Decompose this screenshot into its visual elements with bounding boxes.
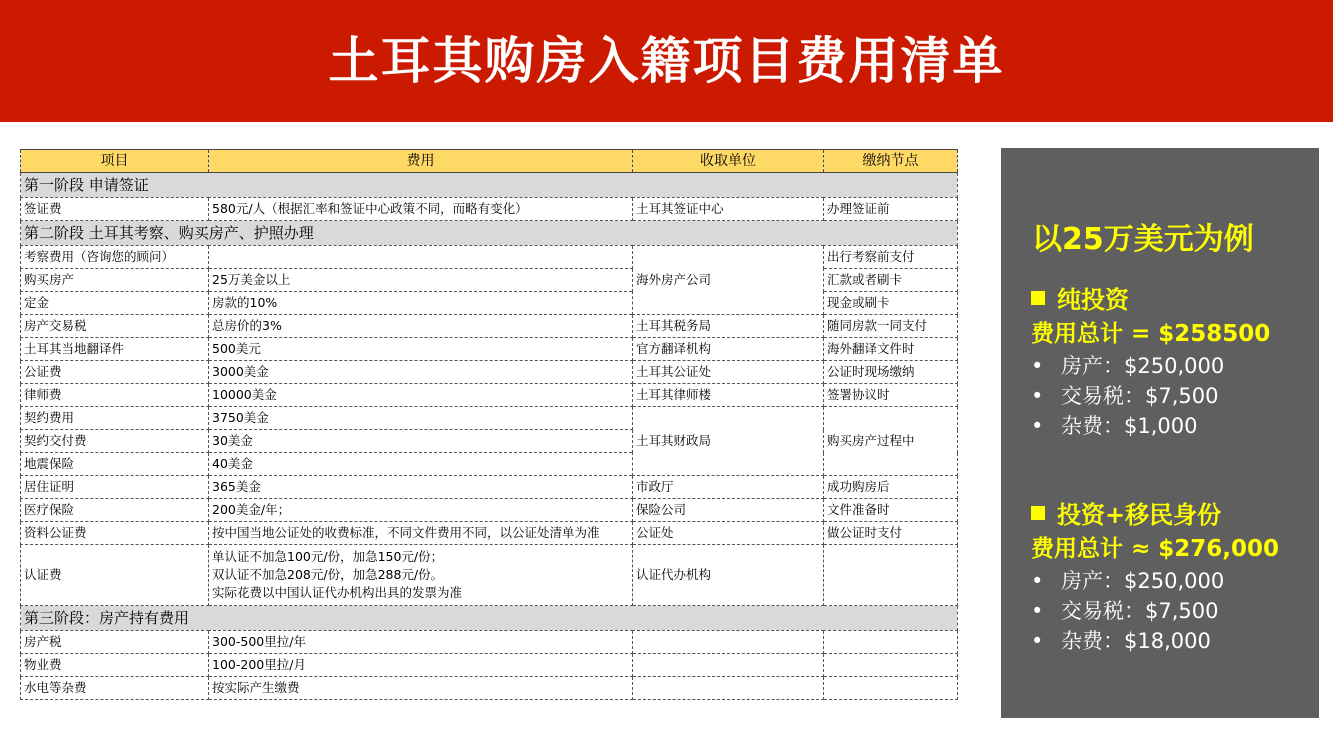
list-item-text: 交易税：$7,500 bbox=[1061, 384, 1219, 408]
cell-item: 契约交付费 bbox=[21, 430, 209, 453]
cell-fee: 200美金/年； bbox=[209, 499, 633, 522]
cell-item: 购买房产 bbox=[21, 269, 209, 292]
investment-immigration-block bbox=[1031, 498, 1279, 656]
cell-fee: 房款的10% bbox=[209, 292, 633, 315]
fee-line: 双认证不加急208元/份，加急288元/份。 bbox=[212, 567, 444, 582]
cell-node: 汇款或者刷卡 bbox=[824, 269, 958, 292]
cell-fee: 300-500里拉/年 bbox=[209, 631, 633, 654]
cell-node: 办理签证前 bbox=[824, 198, 958, 221]
cell-item: 物业费 bbox=[21, 654, 209, 677]
cell-item: 资料公证费 bbox=[21, 522, 209, 545]
cell-unit bbox=[633, 654, 824, 677]
cell-node: 出行考察前支付 bbox=[824, 246, 958, 269]
list-item bbox=[1031, 566, 1279, 596]
cell-unit: 认证代办机构 bbox=[633, 545, 824, 606]
cell-node: 现金或刷卡 bbox=[824, 292, 958, 315]
table-row bbox=[21, 545, 958, 606]
list-item-text: 交易税：$7,500 bbox=[1061, 599, 1219, 623]
cell-unit: 土耳其公证处 bbox=[633, 361, 824, 384]
bullet-icon: • bbox=[1031, 599, 1044, 623]
table-row bbox=[21, 677, 958, 700]
fee-line: 单认证不加急100元/份，加急150元/份； bbox=[212, 549, 444, 564]
square-bullet-icon bbox=[1031, 506, 1045, 520]
cell-fee: 总房价的3% bbox=[209, 315, 633, 338]
list-item bbox=[1031, 351, 1270, 381]
cell-unit: 官方翻译机构 bbox=[633, 338, 824, 361]
cell-item: 契约费用 bbox=[21, 407, 209, 430]
cell-node bbox=[824, 545, 958, 606]
cell-item: 地震保险 bbox=[21, 453, 209, 476]
cell-item: 考察费用（咨询您的顾问） bbox=[21, 246, 209, 269]
block-total: 费用总计 ≈ $276,000 bbox=[1031, 536, 1280, 562]
cell-fee: 40美金 bbox=[209, 453, 633, 476]
cell-unit: 土耳其律师楼 bbox=[633, 384, 824, 407]
cell-unit bbox=[633, 631, 824, 654]
stage-label: 第三阶段：房产持有费用 bbox=[21, 606, 958, 631]
list-item-text: 杂费：$18,000 bbox=[1061, 629, 1211, 653]
cell-node bbox=[824, 631, 958, 654]
cell-item: 医疗保险 bbox=[21, 499, 209, 522]
cell-item: 土耳其当地翻译件 bbox=[21, 338, 209, 361]
stage-row bbox=[21, 606, 958, 631]
cell-fee: 580元/人（根据汇率和签证中心政策不同，而略有变化） bbox=[209, 198, 633, 221]
col-header-item: 项目 bbox=[21, 150, 209, 173]
panel-heading: 以25万美元为例 bbox=[1032, 222, 1254, 257]
cell-node: 海外翻译文件时 bbox=[824, 338, 958, 361]
fee-line: 实际花费以中国认证代办机构出具的发票为准 bbox=[212, 585, 463, 600]
block-title bbox=[1031, 498, 1279, 532]
table-row bbox=[21, 499, 958, 522]
list-item-text: 杂费：$1,000 bbox=[1061, 414, 1198, 438]
bullet-icon: • bbox=[1031, 354, 1044, 378]
cell-item: 律师费 bbox=[21, 384, 209, 407]
pure-investment-block bbox=[1031, 283, 1270, 441]
list-item bbox=[1031, 411, 1270, 441]
list-item bbox=[1031, 381, 1270, 411]
block-total: 费用总计 = $258500 bbox=[1031, 321, 1271, 347]
bullet-icon: • bbox=[1031, 414, 1044, 438]
cell-unit: 海外房产公司 bbox=[633, 246, 824, 315]
list-item-text: 房产：$250,000 bbox=[1061, 354, 1225, 378]
cell-unit: 保险公司 bbox=[633, 499, 824, 522]
cell-unit: 市政厅 bbox=[633, 476, 824, 499]
list-item-text: 房产：$250,000 bbox=[1061, 569, 1225, 593]
cell-item: 公证费 bbox=[21, 361, 209, 384]
page-title: 土耳其购房入籍项目费用清单 bbox=[328, 32, 1005, 90]
cell-fee: 25万美金以上 bbox=[209, 269, 633, 292]
cell-fee: 3750美金 bbox=[209, 407, 633, 430]
list-item bbox=[1031, 626, 1279, 656]
table-row bbox=[21, 631, 958, 654]
table-row bbox=[21, 361, 958, 384]
square-bullet-icon bbox=[1031, 291, 1045, 305]
bullet-icon: • bbox=[1031, 629, 1044, 653]
stage-row bbox=[21, 221, 958, 246]
cell-item: 签证费 bbox=[21, 198, 209, 221]
cell-item: 房产税 bbox=[21, 631, 209, 654]
cell-unit: 土耳其财政局 bbox=[633, 407, 824, 476]
cell-node bbox=[824, 654, 958, 677]
cost-list bbox=[1031, 566, 1279, 656]
fee-table bbox=[20, 149, 958, 700]
cost-list bbox=[1031, 351, 1270, 441]
cell-item: 房产交易税 bbox=[21, 315, 209, 338]
cell-fee: 100-200里拉/月 bbox=[209, 654, 633, 677]
cell-node bbox=[824, 677, 958, 700]
cell-node: 随同房款一同支付 bbox=[824, 315, 958, 338]
cell-fee: 3000美金 bbox=[209, 361, 633, 384]
cell-item: 认证费 bbox=[21, 545, 209, 606]
cell-item: 定金 bbox=[21, 292, 209, 315]
bullet-icon: • bbox=[1031, 569, 1044, 593]
table-row bbox=[21, 654, 958, 677]
cell-item: 水电等杂费 bbox=[21, 677, 209, 700]
table-row bbox=[21, 522, 958, 545]
cell-node: 文件准备时 bbox=[824, 499, 958, 522]
col-header-node: 缴纳节点 bbox=[824, 150, 958, 173]
col-header-fee: 费用 bbox=[209, 150, 633, 173]
table-header-row bbox=[21, 150, 958, 173]
cell-fee: 10000美金 bbox=[209, 384, 633, 407]
cell-node: 签署协议时 bbox=[824, 384, 958, 407]
table-row bbox=[21, 198, 958, 221]
cell-fee bbox=[209, 545, 633, 606]
cell-unit: 土耳其签证中心 bbox=[633, 198, 824, 221]
table-row bbox=[21, 246, 958, 269]
cell-unit: 公证处 bbox=[633, 522, 824, 545]
cell-node: 做公证时支付 bbox=[824, 522, 958, 545]
table-row bbox=[21, 338, 958, 361]
cell-unit bbox=[633, 677, 824, 700]
title-banner bbox=[0, 0, 1333, 122]
cell-fee: 按中国当地公证处的收费标准，不同文件费用不同，以公证处清单为准 bbox=[209, 522, 633, 545]
stage-row bbox=[21, 173, 958, 198]
block-title-text: 投资+移民身份 bbox=[1057, 501, 1222, 529]
col-header-unit: 收取单位 bbox=[633, 150, 824, 173]
cell-node: 公证时现场缴纳 bbox=[824, 361, 958, 384]
table-row bbox=[21, 384, 958, 407]
block-title bbox=[1031, 283, 1270, 317]
cell-node: 成功购房后 bbox=[824, 476, 958, 499]
cell-unit: 土耳其税务局 bbox=[633, 315, 824, 338]
cell-fee: 500美元 bbox=[209, 338, 633, 361]
cell-fee: 30美金 bbox=[209, 430, 633, 453]
table-row bbox=[21, 315, 958, 338]
cell-fee: 按实际产生缴费 bbox=[209, 677, 633, 700]
stage-label: 第一阶段 申请签证 bbox=[21, 173, 958, 198]
table-row bbox=[21, 476, 958, 499]
table-row bbox=[21, 407, 958, 430]
cell-item: 居住证明 bbox=[21, 476, 209, 499]
example-panel bbox=[1001, 148, 1319, 718]
cell-fee: 365美金 bbox=[209, 476, 633, 499]
list-item bbox=[1031, 596, 1279, 626]
cell-fee bbox=[209, 246, 633, 269]
block-title-text: 纯投资 bbox=[1057, 286, 1129, 314]
stage-label: 第二阶段 土耳其考察、购买房产、护照办理 bbox=[21, 221, 958, 246]
cell-node: 购买房产过程中 bbox=[824, 407, 958, 476]
bullet-icon: • bbox=[1031, 384, 1044, 408]
